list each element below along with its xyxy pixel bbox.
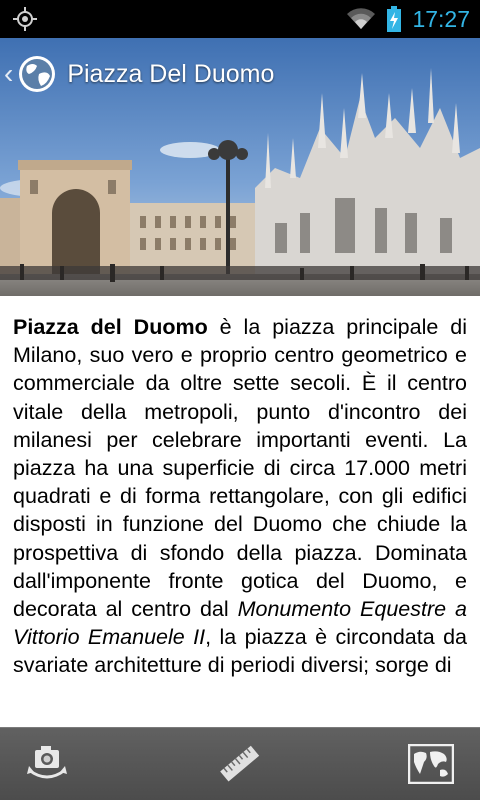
clock: 17:27 xyxy=(412,5,470,32)
camera-rotate-button[interactable] xyxy=(24,742,70,786)
ruler-button[interactable] xyxy=(217,742,263,786)
article-text-1: è la piazza principale di Milano, suo vero e proprio centro geometrico e commerciale da oltre sette secoli. È il centro vitale della metropoli, punto d'incontro dei milanesi per celebrare importanti eventi. La piazza ha una superficie di circa 17.000 metri quadrati e di forma rettangolare, con gli edifici disposti in funzione del Duomo che chiude la prospettiva di sfondo della piazza. Dominata dall'imponente fronte gotica del Duomo, e decorata al centro dal xyxy=(13,315,467,622)
article-text-2: , la piazza è circondata da svariate architetture di periodi diversi; sorge di xyxy=(13,625,467,678)
page-title: Piazza Del Duomo xyxy=(67,59,275,88)
ruler-icon xyxy=(218,742,262,786)
battery-charging-icon xyxy=(386,6,402,32)
article-body xyxy=(13,313,467,725)
status-bar xyxy=(0,0,480,38)
camera-rotate-icon xyxy=(25,744,69,784)
action-bar xyxy=(0,38,480,110)
chevron-left-icon[interactable]: ‹ xyxy=(4,58,14,89)
world-map-icon xyxy=(408,744,454,784)
bottom-toolbar xyxy=(0,727,480,800)
wifi-icon xyxy=(346,7,376,31)
gps-icon xyxy=(12,6,38,32)
world-map-button[interactable] xyxy=(408,742,454,786)
article-italic: Monumento Equestre a Vittorio Emanuele II xyxy=(13,597,467,650)
globe-icon[interactable] xyxy=(17,54,57,94)
article-lead: Piazza del Duomo xyxy=(13,315,208,339)
